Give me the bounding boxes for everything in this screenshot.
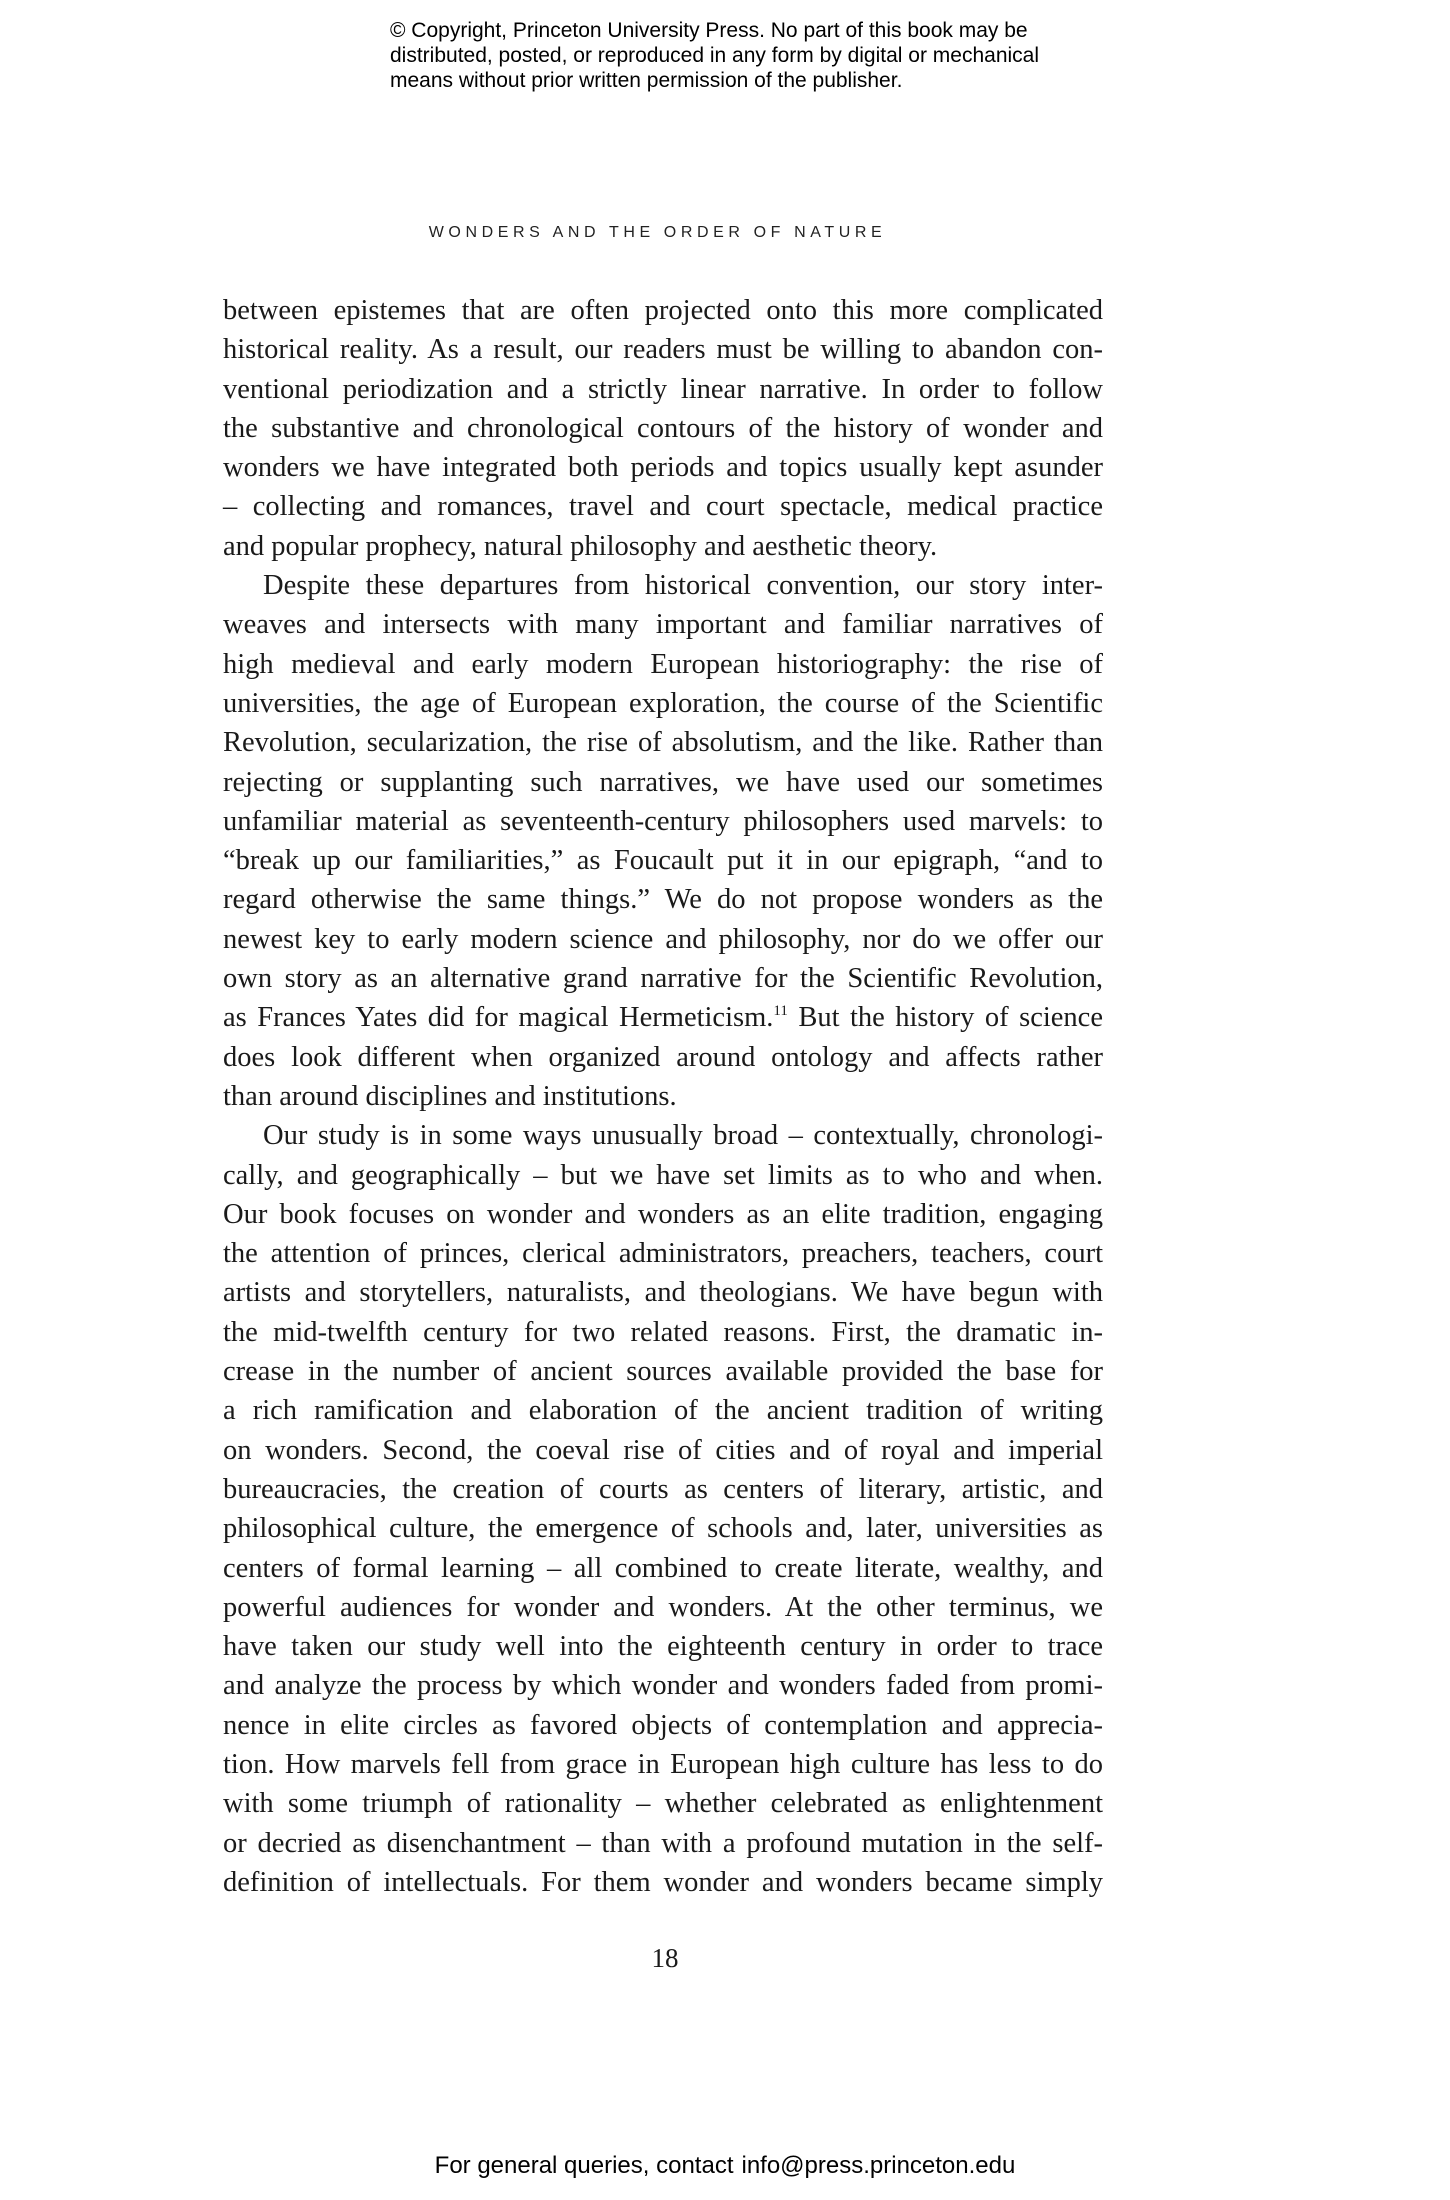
text-line: Our study is in some ways unusually broad – contextually, chronologi-: [263, 1120, 1103, 1152]
text-line: – collecting and romances, travel and court spectacle, medical practice: [223, 491, 1103, 523]
text-line: have taken our study well into the eighteenth century in order to trace: [223, 1631, 1103, 1663]
text-line: newest key to early modern science and philosophy, nor do we offer our: [223, 923, 1103, 955]
copyright-line: distributed, posted, or reproduced in any form by digital or mechanical: [390, 44, 1040, 67]
text-line: between epistemes that are often projected onto this more complicated: [223, 295, 1103, 326]
text-line: centers of formal learning – all combined to create literate, wealthy, and: [223, 1552, 1103, 1584]
text-line: than around disciplines and institutions.: [223, 1080, 677, 1112]
text-line: artists and storytellers, naturalists, and theologians. We have begun with: [223, 1277, 1103, 1309]
text-segment: as Frances Yates did for magical Hermeticism.: [223, 1002, 774, 1034]
text-line: does look different when organized around ontology and affects rather: [223, 1041, 1103, 1073]
text-line: philosophical culture, the emergence of schools and, later, universities as: [223, 1513, 1103, 1545]
text-line: Despite these departures from historical convention, our story inter-: [263, 570, 1103, 602]
text-line: own story as an alternative grand narrative for the Scientific Revolution,: [223, 963, 1103, 995]
footnote-reference[interactable]: 11: [773, 1003, 788, 1020]
text-line: a rich ramification and elaboration of the ancient tradition of writing: [223, 1395, 1103, 1427]
copyright-notice: [390, 18, 1110, 93]
text-line: unfamiliar material as seventeenth-century philosophers used marvels: to: [223, 805, 1103, 837]
paragraph: [223, 1116, 1103, 1902]
text-line: bureaucracies, the creation of courts as centers of literary, artistic, and: [223, 1473, 1103, 1505]
text-line: cally, and geographically – but we have set limits as to who and when.: [223, 1159, 1103, 1191]
text-line: regard otherwise the same things.” We do not propose wonders as the: [223, 884, 1103, 916]
copyright-line: means without prior written permission of the publisher.: [390, 69, 903, 92]
text-line: universities, the age of European exploration, the course of the Scientific: [223, 687, 1103, 719]
text-line: the substantive and chronological contours of the history of wonder and: [223, 412, 1103, 444]
running-head: WONDERS AND THE ORDER OF NATURE: [428, 224, 887, 241]
copyright-line: © Copyright, Princeton University Press. No part of this book may be: [390, 19, 1028, 42]
text-line: powerful audiences for wonder and wonders. At the other terminus, we: [223, 1591, 1103, 1623]
text-line: tion. How marvels fell from grace in European high culture has less to do: [223, 1748, 1103, 1780]
text-line: or decried as disenchantment – than with a profound mutation in the self-: [223, 1827, 1103, 1859]
text-line: and analyze the process by which wonder and wonders faded from promi-: [223, 1670, 1103, 1702]
text-line: nence in elite circles as favored objects of contemplation and apprecia-: [223, 1709, 1103, 1741]
text-line: with some triumph of rationality – whether celebrated as enlightenment: [223, 1788, 1103, 1820]
text-line: “break up our familiarities,” as Foucault put it in our epigraph, “and to: [223, 845, 1103, 877]
text-line: definition of intellectuals. For them wonder and wonders became simply: [223, 1866, 1103, 1898]
page-number: 18: [651, 1943, 679, 1973]
text-line: weaves and intersects with many important and familiar narratives of: [223, 609, 1103, 641]
body-text: [223, 291, 1103, 1902]
text-line: and popular prophecy, natural philosophy and aesthetic theory.: [223, 530, 938, 562]
footer-email-link[interactable]: info@press.princeton.edu: [741, 2152, 1016, 2179]
paragraph: [223, 566, 1103, 1116]
text-line: the mid-twelfth century for two related reasons. First, the dramatic in-: [223, 1316, 1103, 1348]
text-line: Revolution, secularization, the rise of absolutism, and the like. Rather than: [223, 727, 1103, 759]
text-segment: But the history of science: [787, 1002, 1103, 1034]
text-line: wonders we have integrated both periods and topics usually kept asunder: [223, 452, 1103, 484]
text-line: the attention of princes, clerical administrators, preachers, teachers, court: [223, 1238, 1103, 1270]
text-line: high medieval and early modern European historiography: the rise of: [223, 648, 1103, 680]
text-line: rejecting or supplanting such narratives, we have used our sometimes: [223, 766, 1103, 798]
text-line: historical reality. As a result, our readers must be willing to abandon con-: [223, 334, 1103, 366]
text-line: Our book focuses on wonder and wonders as an elite tradition, engaging: [223, 1198, 1103, 1230]
footer-text: For general queries, contact: [434, 2152, 734, 2179]
text-line: crease in the number of ancient sources available provided the base for: [223, 1356, 1103, 1388]
footer: [0, 2152, 1450, 2180]
text-line: ventional periodization and a strictly linear narrative. In order to follow: [223, 373, 1103, 405]
text-line: on wonders. Second, the coeval rise of cities and of royal and imperial: [223, 1434, 1103, 1466]
paragraph: [223, 291, 1103, 566]
text-line-with-footnote: [223, 998, 1103, 1037]
